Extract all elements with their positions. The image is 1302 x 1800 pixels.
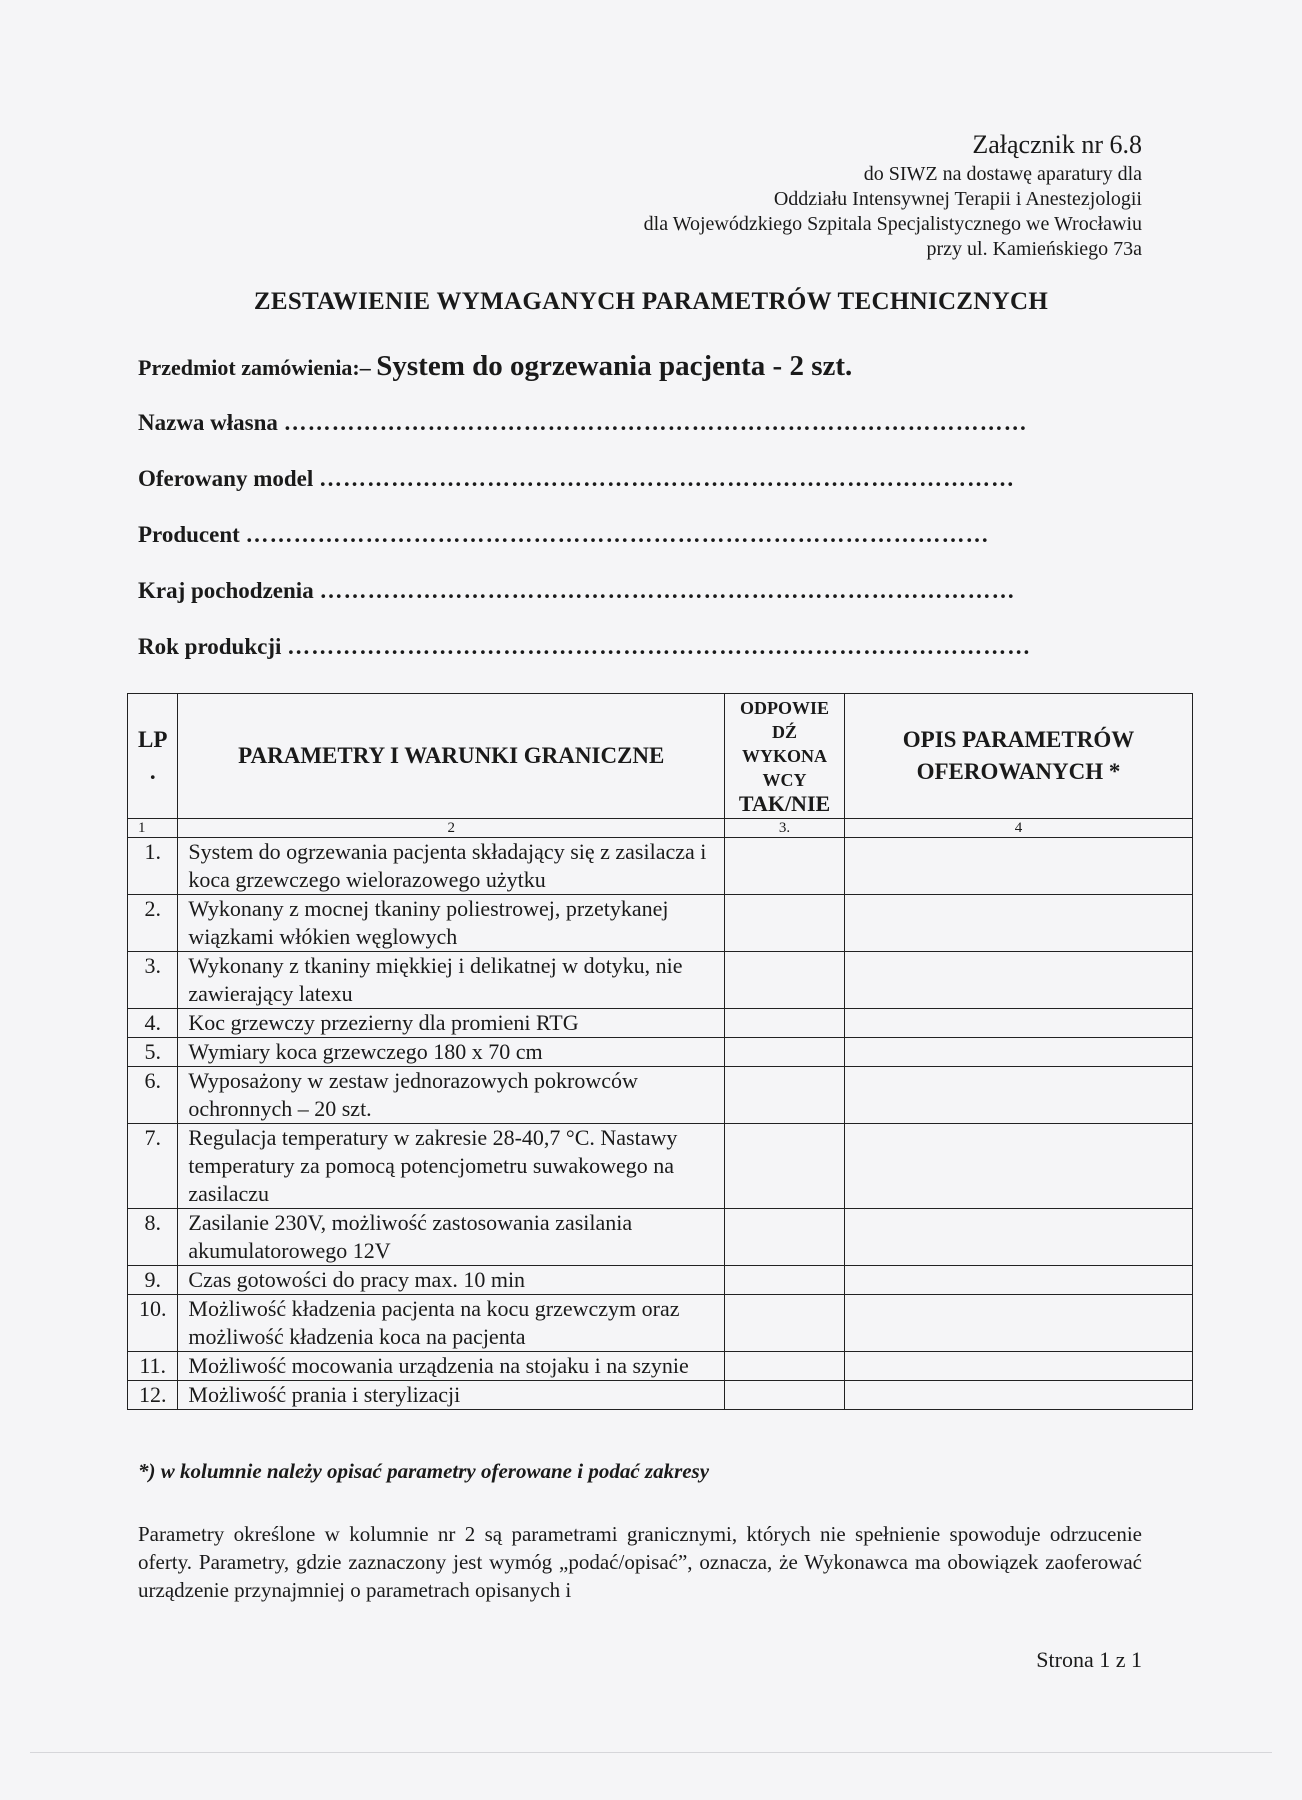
row-number: 11. <box>128 1352 178 1381</box>
annex-line: przy ul. Kamieńskiego 73a <box>926 238 1142 260</box>
field-dots: ………………………………………………………………………………… <box>287 634 1032 659</box>
row-number: 3. <box>128 952 178 1009</box>
column-number-row <box>128 819 1193 838</box>
table-row <box>128 895 1193 952</box>
row-number: 9. <box>128 1266 178 1295</box>
row-description-cell[interactable] <box>845 1352 1193 1381</box>
field-dots: …………………………………………………………………………… <box>319 466 1016 491</box>
header-response-yn: TAK/NIE <box>738 791 831 816</box>
notes-paragraph: Parametry określone w kolumnie nr 2 są parametrami granicznymi, których nie spełnienie spowoduje odrzucenie oferty. Parametry, gdzie zaznaczony jest wymóg „podać/opisać”, oznacza, że Wykonawca ma obowiązek zaoferować urządzenie przynajmniej o parametrach opisanych i <box>138 1522 1142 1602</box>
row-description-cell[interactable] <box>845 1295 1193 1352</box>
row-response-cell[interactable] <box>725 952 845 1009</box>
row-parameter: Koc grzewczy przezierny dla promieni RTG <box>178 1009 725 1038</box>
field-label: Producent <box>138 522 240 547</box>
table-header-row <box>128 694 1193 819</box>
row-parameter: Wymiary koca grzewczego 180 x 70 cm <box>178 1038 725 1067</box>
annex-line: dla Wojewódzkiego Szpitala Specjalistycznego we Wrocławiu <box>643 213 1142 235</box>
order-subject-label: Przedmiot zamówienia:– <box>138 355 371 380</box>
row-description-cell[interactable] <box>845 1038 1193 1067</box>
field-offered-model[interactable] <box>138 466 1088 492</box>
header-parameters: PARAMETRY I WARUNKI GRANICZNE <box>178 694 725 819</box>
row-description-cell[interactable] <box>845 1009 1193 1038</box>
document-title: ZESTAWIENIE WYMAGANYCH PARAMETRÓW TECHNICZNYCH <box>253 288 1049 315</box>
row-response-cell[interactable] <box>725 1295 845 1352</box>
row-parameter: Możliwość mocowania urządzenia na stojaku i na szynie <box>178 1352 725 1381</box>
row-response-cell[interactable] <box>725 1352 845 1381</box>
row-number: 7. <box>128 1124 178 1209</box>
row-response-cell[interactable] <box>725 1266 845 1295</box>
order-subject <box>138 350 852 383</box>
row-response-cell[interactable] <box>725 1038 845 1067</box>
row-number: 1. <box>128 838 178 895</box>
table-row <box>128 1381 1193 1410</box>
row-number: 12. <box>128 1381 178 1410</box>
table-row <box>128 1295 1193 1352</box>
row-number: 8. <box>128 1209 178 1266</box>
row-response-cell[interactable] <box>725 1381 845 1410</box>
row-parameter: Regulacja temperatury w zakresie 28-40,7 °C. Nastawy temperatury za pomocą potencjometru suwakowego na zasilaczu <box>178 1124 725 1209</box>
column-number: 1 <box>128 819 178 838</box>
table-row <box>128 1067 1193 1124</box>
row-response-cell[interactable] <box>725 838 845 895</box>
annex-header <box>644 128 1142 262</box>
row-description-cell[interactable] <box>845 895 1193 952</box>
row-response-cell[interactable] <box>725 1209 845 1266</box>
row-response-cell[interactable] <box>725 1067 845 1124</box>
row-number: 2. <box>128 895 178 952</box>
row-number: 5. <box>128 1038 178 1067</box>
table-row <box>128 1009 1193 1038</box>
order-subject-value: System do ogrzewania pacjenta - 2 szt. <box>376 350 853 382</box>
table-row <box>128 1124 1193 1209</box>
column-number: 3. <box>725 819 845 838</box>
row-description-cell[interactable] <box>845 1266 1193 1295</box>
row-number: 4. <box>128 1009 178 1038</box>
field-label: Kraj pochodzenia <box>138 578 314 603</box>
field-producer[interactable] <box>138 522 1088 548</box>
row-response-cell[interactable] <box>725 1124 845 1209</box>
row-response-cell[interactable] <box>725 895 845 952</box>
row-number: 6. <box>128 1067 178 1124</box>
row-parameter: Wykonany z tkaniny miękkiej i delikatnej w dotyku, nie zawierający latexu <box>178 952 725 1009</box>
field-label: Oferowany model <box>138 466 314 491</box>
table-row <box>128 1266 1193 1295</box>
row-parameter: Wykonany z mocnej tkaniny poliestrowej, przetykanej wiązkami włókien węglowych <box>178 895 725 952</box>
row-description-cell[interactable] <box>845 1381 1193 1410</box>
row-parameter: Zasilanie 230V, możliwość zastosowania zasilania akumulatorowego 12V <box>178 1209 725 1266</box>
field-label: Rok produkcji <box>138 634 282 659</box>
field-dots: …………………………………………………………………………… <box>319 578 1016 603</box>
table-row <box>128 838 1193 895</box>
row-description-cell[interactable] <box>845 1209 1193 1266</box>
header-response <box>725 694 845 819</box>
page-number: Strona 1 z 1 <box>1036 1647 1142 1672</box>
table-row <box>128 952 1193 1009</box>
row-description-cell[interactable] <box>845 952 1193 1009</box>
row-parameter: System do ogrzewania pacjenta składający się z zasilacza i koca grzewczego wielorazowego użytku <box>178 838 725 895</box>
row-parameter: Możliwość kładzenia pacjenta na kocu grzewczym oraz możliwość kładzenia koca na pacjenta <box>178 1295 725 1352</box>
header-description: OPIS PARAMETRÓW OFEROWANYCH * <box>845 694 1193 819</box>
row-response-cell[interactable] <box>725 1009 845 1038</box>
field-production-year[interactable] <box>138 634 1088 660</box>
annex-number: Załącznik nr 6.8 <box>972 130 1142 159</box>
table-footnote: *) w kolumnie należy opisać parametry oferowane i podać zakresy <box>138 1459 710 1483</box>
row-parameter: Czas gotowości do pracy max. 10 min <box>178 1266 725 1295</box>
row-number: 10. <box>128 1295 178 1352</box>
table-row <box>128 1352 1193 1381</box>
parameters-table <box>127 693 1193 1410</box>
row-parameter: Możliwość prania i sterylizacji <box>178 1381 725 1410</box>
field-country-of-origin[interactable] <box>138 578 1088 604</box>
table-row <box>128 1038 1193 1067</box>
header-lp: LP . <box>128 694 178 819</box>
row-description-cell[interactable] <box>845 1124 1193 1209</box>
table-row <box>128 1209 1193 1266</box>
column-number: 2 <box>178 819 725 838</box>
field-proper-name[interactable] <box>138 410 1088 436</box>
header-response-label: ODPOWIE DŹ WYKONA WCY <box>740 698 830 790</box>
field-dots: ………………………………………………………………………………… <box>283 410 1028 435</box>
row-description-cell[interactable] <box>845 838 1193 895</box>
row-parameter: Wyposażony w zestaw jednorazowych pokrowców ochronnych – 20 szt. <box>178 1067 725 1124</box>
row-description-cell[interactable] <box>845 1067 1193 1124</box>
bottom-divider <box>30 1752 1272 1753</box>
annex-line: do SIWZ na dostawę aparatury dla <box>863 163 1142 185</box>
field-dots: ………………………………………………………………………………… <box>245 522 990 547</box>
column-number: 4 <box>845 819 1193 838</box>
annex-line: Oddziału Intensywnej Terapii i Anestezjologii <box>773 188 1142 210</box>
field-label: Nazwa własna <box>138 410 278 435</box>
